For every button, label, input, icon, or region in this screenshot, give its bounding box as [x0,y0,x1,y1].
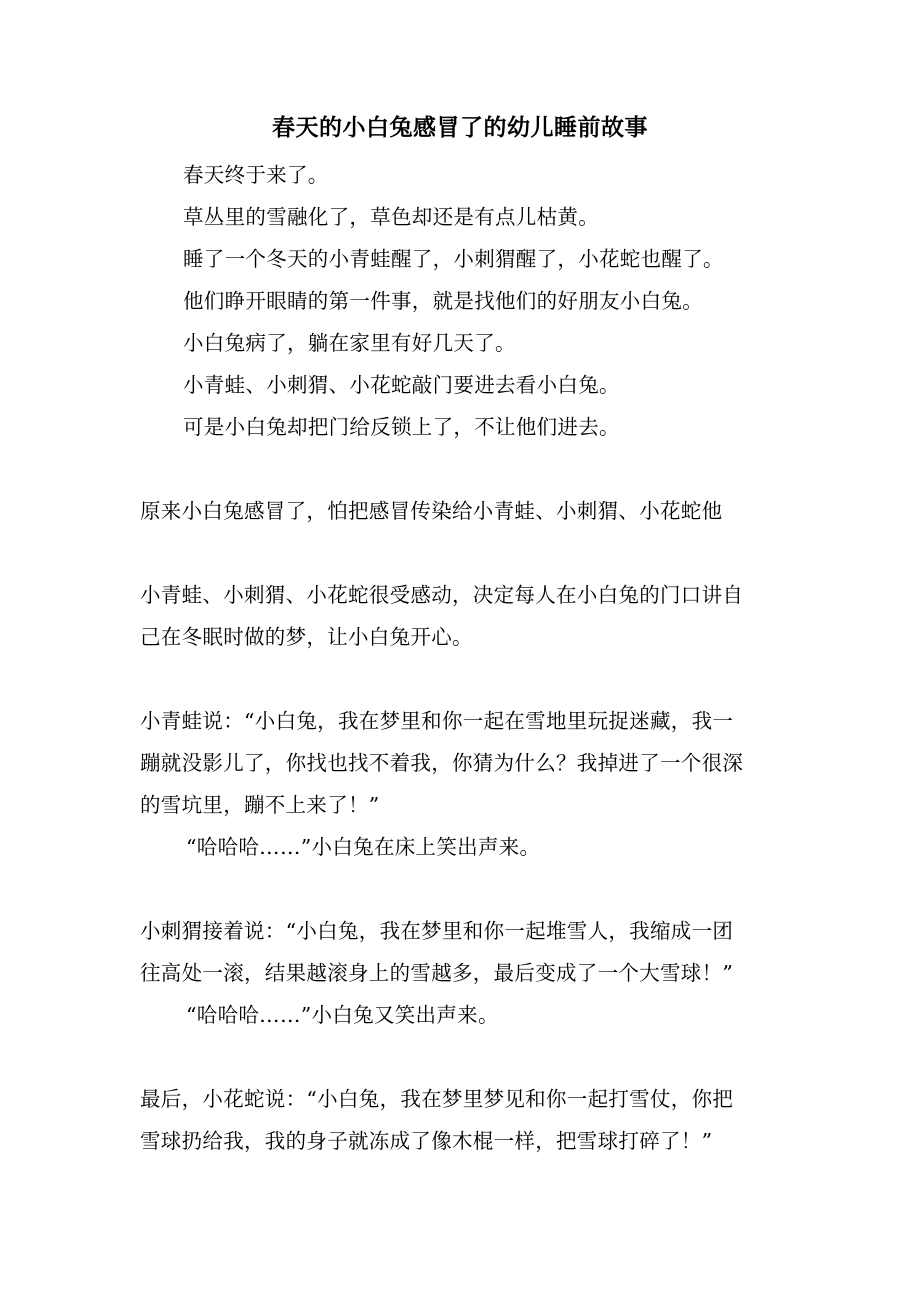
paragraph-line: 的雪坑里，蹦不上来了！” [140,793,380,817]
paragraph-line: 往高处一滚，结果越滚身上的雪越多，最后变成了一个大雪球！” [140,961,734,985]
paragraph-line: 小青蛙、小刺猬、小花蛇敲门要进去看小白兔。 [183,373,620,397]
paragraph-line: 蹦就没影儿了，你找也找不着我，你猜为什么？我掉进了一个很深 [140,751,744,775]
paragraph-line: 春天终于来了。 [183,163,329,187]
paragraph-line: 小青蛙说：“小白兔，我在梦里和你一起在雪地里玩捉迷藏，我一 [140,709,734,733]
paragraph-line: 小刺猬接着说：“小白兔，我在梦里和你一起堆雪人，我缩成一团 [140,919,734,943]
paragraph-line: 己在冬眠时做的梦，让小白兔开心。 [140,625,473,649]
paragraph-line: 最后，小花蛇说：“小白兔，我在梦里梦见和你一起打雪仗，你把 [140,1087,734,1111]
paragraph-line: 小青蛙、小刺猬、小花蛇很受感动，决定每人在小白兔的门口讲自 [140,583,744,607]
paragraph-line: 雪球扔给我，我的身子就冻成了像木棍一样，把雪球打碎了！” [140,1129,713,1153]
paragraph-line: 草丛里的雪融化了，草色却还是有点儿枯黄。 [183,205,599,229]
paragraph-line: 小白兔病了，躺在家里有好几天了。 [183,331,516,355]
paragraph-line: 原来小白兔感冒了，怕把感冒传染给小青蛙、小刺猬、小花蛇他 [140,499,723,523]
paragraph-line: 睡了一个冬天的小青蛙醒了，小刺猬醒了，小花蛇也醒了。 [183,247,724,271]
document-title: 春天的小白兔感冒了的幼儿睡前故事 [272,114,648,141]
paragraph-line: 可是小白兔却把门给反锁上了，不让他们进去。 [183,415,620,439]
paragraph-line: “哈哈哈……”小白兔在床上笑出声来。 [186,835,541,859]
paragraph-line: 他们睁开眼睛的第一件事，就是找他们的好朋友小白兔。 [183,289,703,313]
paragraph-line: “哈哈哈……”小白兔又笑出声来。 [186,1003,499,1027]
